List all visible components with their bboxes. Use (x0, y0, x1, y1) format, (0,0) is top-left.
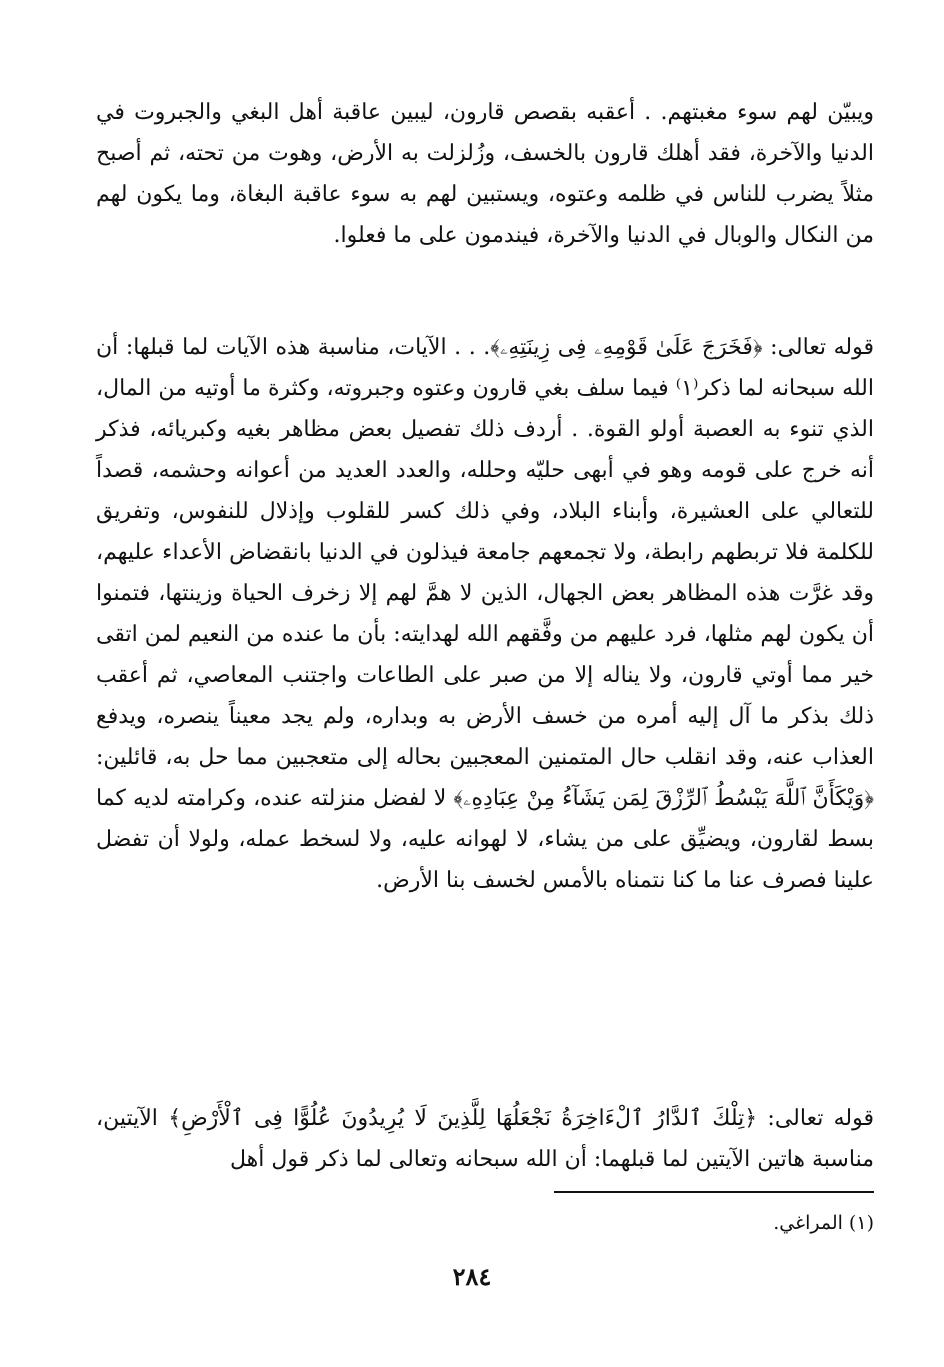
paragraph-3: قوله تعالى: ﴿تِلْكَ ٱلدَّارُ ٱلْءَاخِرَةُ نَجْعَلُهَا لِلَّذِينَ لَا يُرِيدُونَ عُلُوًّا فِى ٱلْأَرْضِ﴾ الآيتين، مناسبة هاتين الآيتين لما قبلهما: أن الله سبحانه وتعالى لما ذكر قول أهل (96, 1106, 874, 1172)
footnote-divider (554, 1191, 874, 1193)
paragraph-1: ويبيّن لهم سوء مغبتهم. . أعقبه بقصص قارون، ليبين عاقبة أهل البغي والجبروت في الدنيا والآخرة، فقد أهلك قارون بالخسف، وزُلزلت به الأرض، وهوت من تحته، ثم أصبح مثلاً يضرب للناس في ظلمه وعتوه، ويستبين لهم به سوء عاقبة البغاة، وما يكون لهم من النكال والوبال في الدنيا والآخرة، فيندمون على ما فعلوا. (96, 100, 874, 248)
paragraph-2: قوله تعالى: ﴿فَخَرَجَ عَلَىٰ قَوْمِهِۦ فِى زِينَتِهِۦ﴾. . . الآيات، مناسبة هذه الآيات لما قبلها: أن الله سبحانه لما ذكر⁽١⁾ فيما سلف بغي قارون وعتوه وجبروته، وكثرة ما أوتيه من المال، الذي تنوء به العصبة أولو القوة. . أردف ذلك تفصيل بعض مظاهر بغيه وكبريائه، فذكر أنه خرج على قومه وهو في أبهى حليّه وحلله، والعدد العديد من أعوانه وحشمه، قصداً للتعالي على العشيرة، وأبناء البلاد، وفي ذلك كسر للقلوب وإذلال للنفوس، وتفريق للكلمة فلا تربطهم رابطة، ولا تجمعهم جامعة فيذلون في الدنيا بانقضاض الأعداء عليهم، وقد غرَّت هذه المظاهر بعض الجهال، الذين لا همَّ لهم إلا زخرف الحياة وزينتها، فتمنوا أن يكون لهم مثلها، فرد عليهم من وفَّقهم الله لهدايته: بأن ما عنده من النعيم لمن اتقى خير مما أوتي قارون، ولا يناله إلا من صبر على الطاعات واجتنب المعاصي، ثم أعقب ذلك بذكر ما آل إليه أمره من خسف الأرض به وبداره، ولم يجد معيناً ينصره، ويدفع العذاب عنه، وقد انقلب حال المتمنين المعجبين بحاله إلى متعجبين مما حل به، قائلين: ﴿وَيْكَأَنَّ ٱللَّهَ يَبْسُطُ ٱلرِّزْقَ لِمَن يَشَآءُ مِنْ عِبَادِهِۦ﴾ لا لفضل منزلته عنده، وكرامته لديه كما بسط لقارون، ويضيِّق على من يشاء، لا لهوانه عليه، ولا لسخط عمله، ولولا أن تفضل علينا فصرف عنا ما كنا نتمناه بالأمس لخسف بنا الأرض. (96, 335, 874, 893)
paragraph-gap (96, 1065, 874, 1098)
page-number: ٢٨٤ (452, 1262, 492, 1291)
page-body (96, 92, 874, 1180)
paragraph-gap (96, 297, 874, 327)
footnote: (١) المراغي. (773, 1212, 874, 1234)
